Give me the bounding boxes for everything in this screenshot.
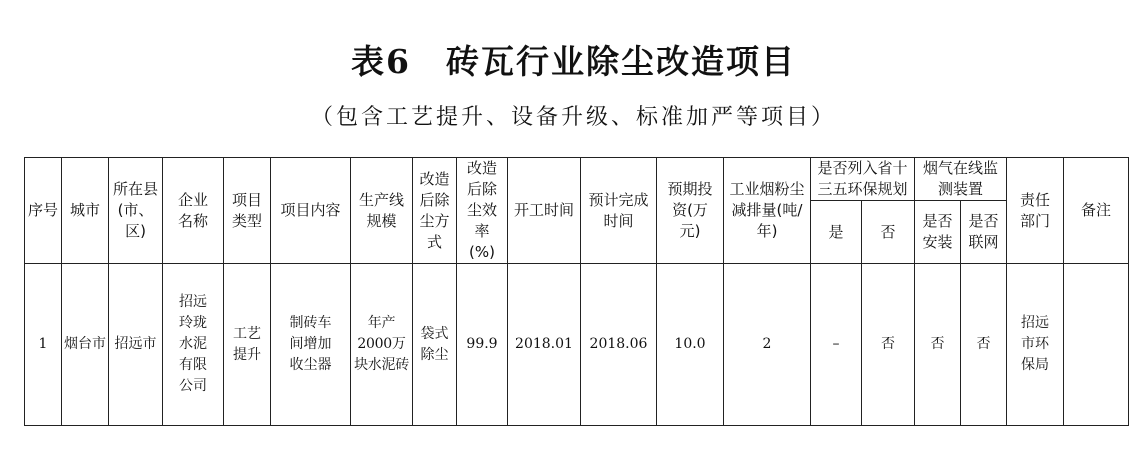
header-remarks: 备注 xyxy=(1064,158,1129,264)
header-project-type: 项目类型 xyxy=(224,158,271,264)
cell-county: 招远市 xyxy=(109,264,163,426)
header-dept: 责任部门 xyxy=(1007,158,1064,264)
cell-remarks xyxy=(1064,264,1129,426)
header-in-plan-no: 否 xyxy=(862,201,915,264)
cell-in-plan-no: 否 xyxy=(862,264,915,426)
header-networked: 是否联网 xyxy=(961,201,1007,264)
cell-project-content: 制砖车间增加收尘器 xyxy=(271,264,351,426)
header-seq: 序号 xyxy=(25,158,62,264)
page-subtitle: （包含工艺提升、设备升级、标准加严等项目） xyxy=(310,105,836,130)
header-dust-reduction: 工业烟粉尘减排量(吨/年) xyxy=(724,158,811,264)
cell-expected-investment: 10.0 xyxy=(657,264,724,426)
cell-city: 烟台市 xyxy=(62,264,109,426)
cell-project-type: 工艺提升 xyxy=(224,264,271,426)
cell-seq: 1 xyxy=(25,264,62,426)
cell-expected-completion: 2018.06 xyxy=(581,264,657,426)
header-expected-completion: 预计完成时间 xyxy=(581,158,657,264)
cell-company: 招远玲珑水泥有限公司 xyxy=(163,264,224,426)
table-row xyxy=(25,264,1129,426)
header-county: 所在县(市、区) xyxy=(109,158,163,264)
header-dust-efficiency: 改造后除尘效率(%) xyxy=(457,158,508,264)
cell-dust-method: 袋式除尘 xyxy=(413,264,457,426)
cell-networked: 否 xyxy=(961,264,1007,426)
cell-line-scale: 年产2000万块水泥砖 xyxy=(351,264,413,426)
header-in-plan: 是否列入省十三五环保规划 xyxy=(811,158,915,201)
header-dust-method: 改造后除尘方式 xyxy=(413,158,457,264)
page-title: 表6 砖瓦行业除尘改造项目 xyxy=(351,42,796,81)
header-in-plan-yes: 是 xyxy=(811,201,862,264)
header-start-time: 开工时间 xyxy=(508,158,581,264)
header-online-monitor: 烟气在线监测装置 xyxy=(915,158,1007,201)
header-company: 企业名称 xyxy=(163,158,224,264)
cell-in-plan-yes: – xyxy=(811,264,862,426)
cell-dept: 招远市环保局 xyxy=(1007,264,1064,426)
cell-dust-efficiency: 99.9 xyxy=(457,264,508,426)
header-expected-investment: 预期投资(万元) xyxy=(657,158,724,264)
header-installed: 是否安装 xyxy=(915,201,961,264)
project-table xyxy=(24,157,1129,426)
header-line-scale: 生产线规模 xyxy=(351,158,413,264)
header-city: 城市 xyxy=(62,158,109,264)
cell-dust-reduction: 2 xyxy=(724,264,811,426)
header-project-content: 项目内容 xyxy=(271,158,351,264)
cell-installed: 否 xyxy=(915,264,961,426)
cell-start-time: 2018.01 xyxy=(508,264,581,426)
